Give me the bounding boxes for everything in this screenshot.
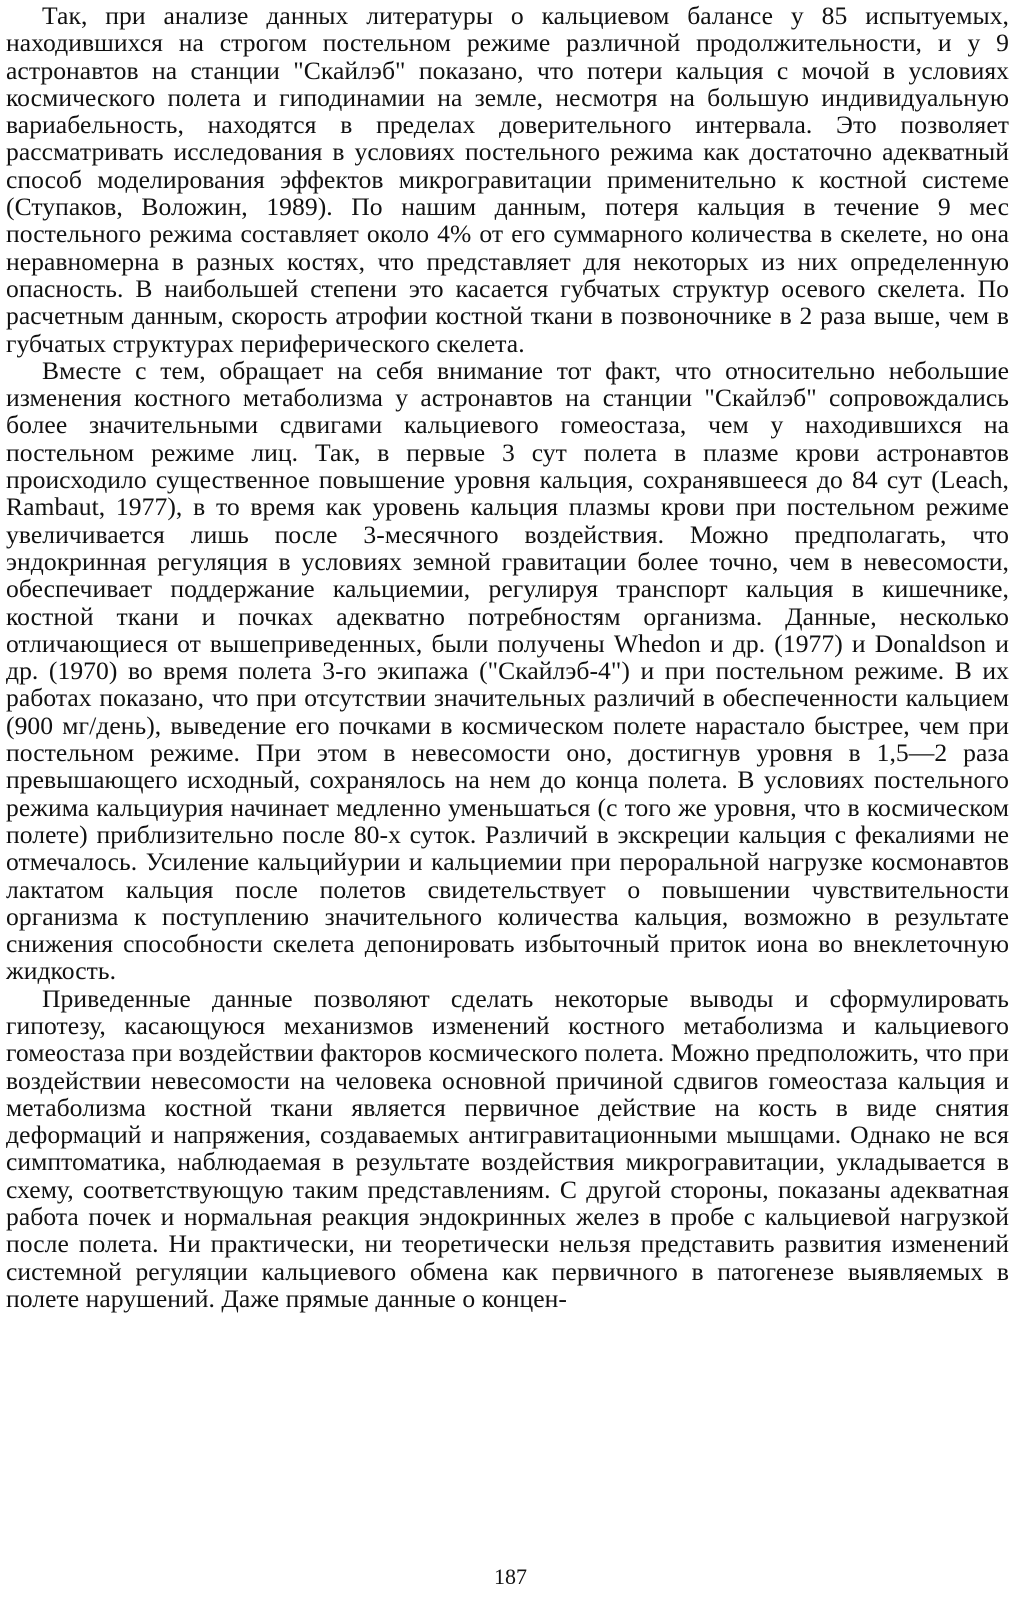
paragraph-2: Вместе с тем, обращает на себя внимание тот факт, что относительно небольшие изменения костного метаболизма у астронавтов на станции "Скайлэб" сопровождались более значительными сдвигами кальциевого гомеостаза, чем у находившихся на постельном режиме лиц. Так, в первые 3 сут полета в плазме крови астронавтов происходило существенное повышение уровня кальция, сохранявшееся до 84 сут (Leach, Rambaut, 1977), в то время как уровень кальция плазмы крови при постельном режиме увеличивается лишь после 3-месячного воздействия. Можно предполагать, что эндокринная регуляция в условиях земной гравитации более точно, чем в невесомости, обеспечивает поддержание кальциемии, регулируя транспорт кальция в кишечнике, костной ткани и почках адекватно потребностям организма. Данные, несколько отличающиеся от вышеприведенных, были получены Whedon и др. (1977) и Donaldson и др. (1970) во время полета 3-го экипажа ("Скайлэб-4") и при постельном режиме. В их работах показано, что при отсутствии значительных различий в обеспеченности кальцием (900 мг/день), выведение его почками в космическом полете нарастало быстрее, чем при постельном режиме. При этом в невесомости оно, достигнув уровня в 1,5—2 раза превышающего исходный, сохранялось на нем до конца полета. В условиях постельного режима кальциурия начинает медленно уменьшаться (с того же уровня, что в космическом полете) приблизительно после 80-х суток. Различий в экскреции кальция с фекалиями не отмечалось. Усиление кальцийурии и кальциемии при пероральной нагрузке космонавтов лактатом кальция после полетов свидетельствует о повышении чувствительности организма к поступлению значительного количества кальция, возможно в результате снижения способности скелета депонировать избыточный приток иона во внеклеточную жидкость. — [6, 355, 1009, 986]
paragraph-1: Так, при анализе данных литературы о кальциевом балансе у 85 испытуемых, находившихся на строгом постельном режиме различной продолжительности, и у 9 астронавтов на станции "Скайлэб" показано, что потери кальция с мочой в условиях космического полета и гиподинамии на земле, несмотря на большую индивидуальную вариабельность, находятся в пределах доверительного интервала. Это позволяет рассматривать исследования в условиях постельного режима как достаточно адекватный способ моделирования эффектов микрогравитации применительно к костной системе (Ступаков, Воложин, 1989). По нашим данным, потеря кальция в течение 9 мес постельного режима составляет около 4% от его суммарного количества в скелете, но она неравномерна в разных костях, что представляет для некоторых из них определенную опасность. В наибольшей степени это касается губчатых структур осевого скелета. По расчетным данным, скорость атрофии костной ткани в позвоночнике в 2 раза выше, чем в губчатых структурах периферического скелета. — [6, 1, 1009, 358]
page-body — [6, 2, 1009, 1312]
page-number: 187 — [494, 1564, 527, 1589]
paragraph-3: Приведенные данные позволяют сделать некоторые выводы и сформулировать гипотезу, касающуюся механизмов изменений костного метаболизма и кальциевого гомеостаза при воздействии факторов космического полета. Можно предположить, что при воздействии невесомости на человека основной причиной сдвигов гомеостаза кальция и метаболизма костной ткани является первичное действие на кость в виде снятия деформаций и напряжения, создаваемых антигравитационными мышцами. Однако не вся симптоматика, наблюдаемая в результате воздействия микрогравитации, укладывается в схему, соответствующую таким представлениям. С другой стороны, показаны адекватная работа почек и нормальная реакция эндокринных желез в пробе с кальциевой нагрузкой после полета. Ни практически, ни теоретически нельзя представить развития изменений системной регуляции кальциевого обмена как первичного в патогенезе выявляемых в полете нарушений. Даже прямые данные о концен- — [6, 983, 1009, 1313]
